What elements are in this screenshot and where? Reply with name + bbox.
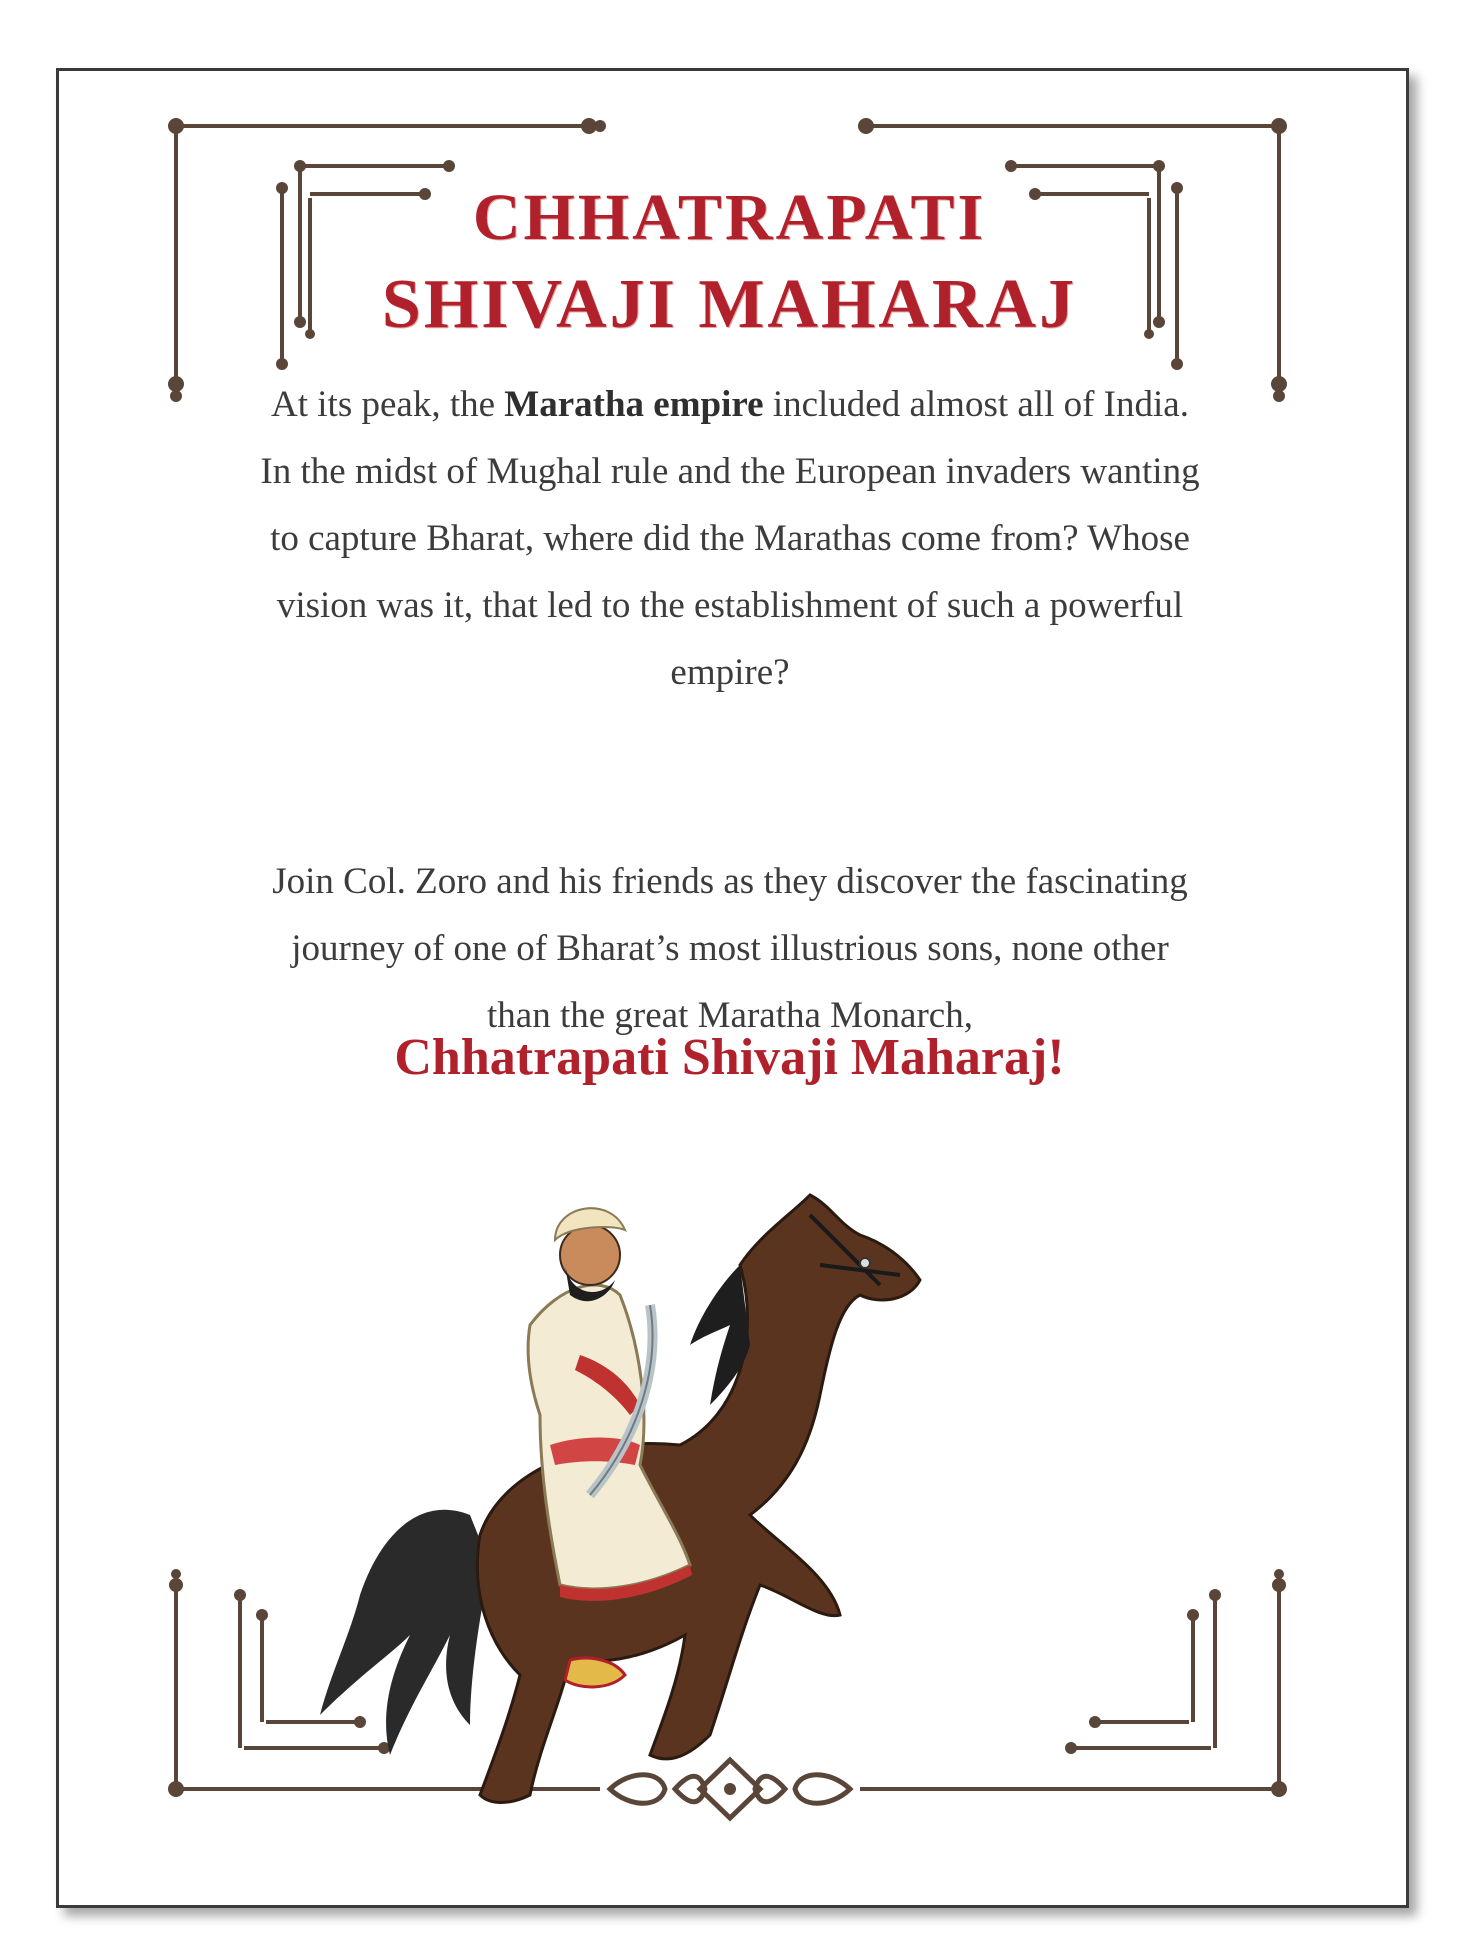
title-line-2: SHIVAJI MAHARAJ	[381, 266, 1078, 343]
journey-paragraph: Join Col. Zoro and his friends as they discover the fascinating journey of one of Bharat’s most illustrious sons, none other than the great Maratha Monarch,	[272, 861, 1188, 1036]
intro-paragraph	[260, 371, 1200, 706]
intro-text-start: At its peak, the	[271, 384, 505, 425]
title-line-1: CHHATRAPATI	[472, 181, 987, 254]
horse-rider-illustration	[320, 1115, 1020, 1815]
highlight-name: Chhatrapati Shivaji Maharaj!	[394, 1029, 1065, 1086]
intro-text-end: included almost all of India. In the midst of Mughal rule and the European invaders wanting to capture Bharat, where did the Marathas come from? Whose vision was it, that led to the establishment of such a powerful empire?	[260, 384, 1200, 693]
maratha-empire-emphasis: Maratha empire	[504, 384, 764, 425]
